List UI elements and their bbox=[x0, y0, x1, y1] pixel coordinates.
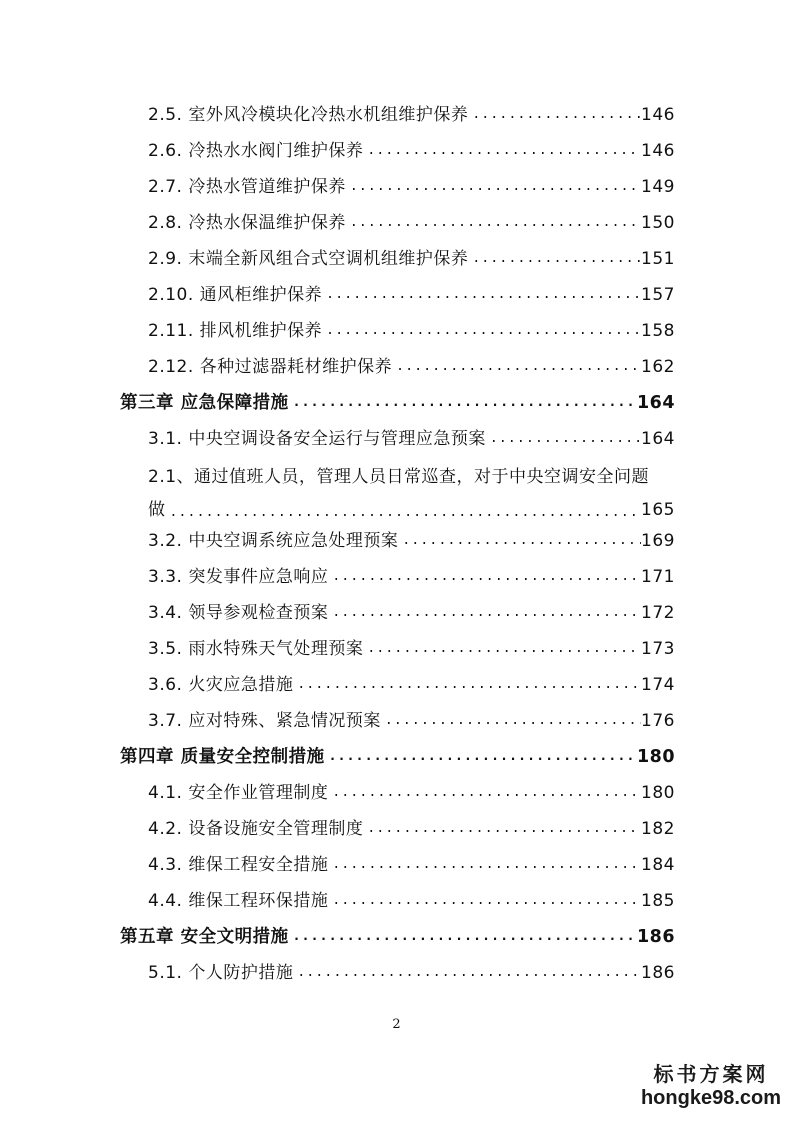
toc-leader-dots bbox=[289, 392, 637, 420]
toc-entry-title: 2.12. 各种过滤器耗材维护保养 bbox=[148, 357, 393, 377]
toc-entry-page: 186 bbox=[636, 927, 675, 947]
toc-entry-page: 149 bbox=[641, 177, 675, 197]
toc-chapter-entry[interactable] bbox=[120, 738, 675, 774]
toc-entry-page: 173 bbox=[641, 639, 675, 659]
toc-entry-page: 174 bbox=[641, 675, 675, 695]
toc-entry-page: 185 bbox=[641, 891, 675, 911]
toc-entry[interactable] bbox=[120, 810, 675, 846]
toc-entry-title: 4.4. 维保工程环保措施 bbox=[148, 891, 329, 911]
toc-entry-title: 3.3. 突发事件应急响应 bbox=[148, 567, 329, 587]
toc-entry-page: 146 bbox=[641, 105, 675, 125]
page-number: 2 bbox=[392, 1017, 401, 1032]
toc-entry[interactable] bbox=[120, 96, 675, 132]
toc-entry-page: 157 bbox=[641, 285, 675, 305]
toc-entry[interactable] bbox=[120, 882, 675, 918]
toc-entry[interactable] bbox=[120, 846, 675, 882]
toc-entry[interactable] bbox=[120, 420, 675, 456]
toc-chapter-title: 第四章 质量安全控制措施 bbox=[120, 747, 325, 767]
toc-entry-page: 180 bbox=[636, 747, 675, 767]
toc-leader-dots bbox=[363, 638, 641, 666]
toc-entry-title-line2: 做 bbox=[148, 500, 166, 520]
toc-entry[interactable] bbox=[120, 348, 675, 384]
toc-leader-dots bbox=[381, 710, 641, 738]
toc-leader-dots bbox=[322, 320, 641, 348]
toc-entry[interactable] bbox=[120, 240, 675, 276]
toc-leader-dots bbox=[346, 176, 641, 204]
toc-entry-page: 171 bbox=[641, 567, 675, 587]
toc-entry[interactable] bbox=[120, 132, 675, 168]
site-watermark bbox=[641, 1058, 781, 1110]
toc-leader-dots bbox=[293, 962, 641, 990]
toc-leader-dots bbox=[486, 428, 641, 456]
toc-entry-page: 151 bbox=[641, 249, 675, 269]
toc-entry-title: 3.7. 应对特殊、紧急情况预案 bbox=[148, 711, 381, 731]
toc-leader-dots bbox=[328, 782, 641, 810]
toc-entry-title: 2.7. 冷热水管道维护保养 bbox=[148, 177, 346, 197]
toc-entry-title: 2.9. 末端全新风组合式空调机组维护保养 bbox=[148, 249, 469, 269]
toc-entry-page: 150 bbox=[641, 213, 675, 233]
toc-leader-dots bbox=[468, 104, 641, 132]
toc-entry-title: 2.6. 冷热水水阀门维护保养 bbox=[148, 141, 364, 161]
toc-chapter-entry[interactable] bbox=[120, 918, 675, 954]
watermark-cn-text: 标书方案网 bbox=[653, 1064, 769, 1086]
toc-entry[interactable] bbox=[120, 630, 675, 666]
toc-leader-dots bbox=[322, 284, 641, 312]
toc-entry[interactable] bbox=[120, 276, 675, 312]
toc-entry-title: 4.2. 设备设施安全管理制度 bbox=[148, 819, 364, 839]
toc-entry-page: 182 bbox=[641, 819, 675, 839]
toc-leader-dots bbox=[328, 890, 641, 918]
toc-leader-dots bbox=[468, 248, 641, 276]
table-of-contents bbox=[120, 96, 675, 990]
toc-entry-title: 3.5. 雨水特殊天气处理预案 bbox=[148, 639, 364, 659]
toc-entry-page: 165 bbox=[641, 500, 675, 520]
toc-entry-multiline[interactable] bbox=[120, 462, 675, 522]
toc-leader-dots bbox=[328, 854, 641, 882]
toc-entry[interactable] bbox=[120, 204, 675, 240]
toc-leader-dots bbox=[346, 212, 641, 240]
toc-entry[interactable] bbox=[120, 522, 675, 558]
toc-entry-page: 184 bbox=[641, 855, 675, 875]
toc-entry[interactable] bbox=[120, 594, 675, 630]
toc-entry-page: 180 bbox=[641, 783, 675, 803]
toc-leader-dots bbox=[398, 530, 641, 558]
toc-entry[interactable] bbox=[120, 168, 675, 204]
toc-entry-title: 3.2. 中央空调系统应急处理预案 bbox=[148, 531, 399, 551]
toc-entry-title: 3.6. 火灾应急措施 bbox=[148, 675, 294, 695]
toc-leader-dots bbox=[392, 356, 641, 384]
toc-leader-dots bbox=[166, 505, 642, 522]
toc-leader-dots bbox=[328, 602, 641, 630]
toc-entry-page: 169 bbox=[641, 531, 675, 551]
toc-entry-title-line1: 2.1、通过值班人员，管理人员日常巡查，对于中央空调安全问题 bbox=[148, 467, 650, 487]
toc-leader-dots bbox=[363, 818, 641, 846]
toc-entry-page: 186 bbox=[641, 963, 675, 983]
toc-entry-page: 164 bbox=[636, 393, 675, 413]
toc-entry[interactable] bbox=[120, 702, 675, 738]
toc-entry[interactable] bbox=[120, 666, 675, 702]
toc-entry[interactable] bbox=[120, 954, 675, 990]
toc-entry[interactable] bbox=[120, 774, 675, 810]
toc-chapter-entry[interactable] bbox=[120, 384, 675, 420]
toc-entry-page: 158 bbox=[641, 321, 675, 341]
toc-leader-dots bbox=[289, 926, 637, 954]
watermark-url-text: hongke98.com bbox=[640, 1087, 781, 1109]
toc-chapter-title: 第三章 应急保障措施 bbox=[120, 393, 289, 413]
toc-leader-dots bbox=[363, 140, 641, 168]
toc-entry-title: 3.1. 中央空调设备安全运行与管理应急预案 bbox=[148, 429, 486, 449]
toc-entry-title: 3.4. 领导参观检查预案 bbox=[148, 603, 329, 623]
toc-entry-page: 164 bbox=[641, 429, 675, 449]
toc-entry-title: 2.8. 冷热水保温维护保养 bbox=[148, 213, 346, 233]
toc-entry[interactable] bbox=[120, 558, 675, 594]
toc-entry-page: 176 bbox=[641, 711, 675, 731]
toc-entry-title: 2.5. 室外风冷模块化冷热水机组维护保养 bbox=[148, 105, 469, 125]
toc-entry-title: 2.11. 排风机维护保养 bbox=[148, 321, 323, 341]
toc-leader-dots bbox=[325, 746, 637, 774]
toc-entry-page: 162 bbox=[641, 357, 675, 377]
toc-entry-page: 172 bbox=[641, 603, 675, 623]
toc-entry-title: 4.3. 维保工程安全措施 bbox=[148, 855, 329, 875]
toc-entry[interactable] bbox=[120, 312, 675, 348]
toc-entry-title: 5.1. 个人防护措施 bbox=[148, 963, 294, 983]
toc-entry-page: 146 bbox=[641, 141, 675, 161]
toc-leader-dots bbox=[293, 674, 641, 702]
toc-leader-dots bbox=[328, 566, 641, 594]
toc-chapter-title: 第五章 安全文明措施 bbox=[120, 927, 289, 947]
toc-entry-title: 4.1. 安全作业管理制度 bbox=[148, 783, 329, 803]
toc-entry-title: 2.10. 通风柜维护保养 bbox=[148, 285, 323, 305]
